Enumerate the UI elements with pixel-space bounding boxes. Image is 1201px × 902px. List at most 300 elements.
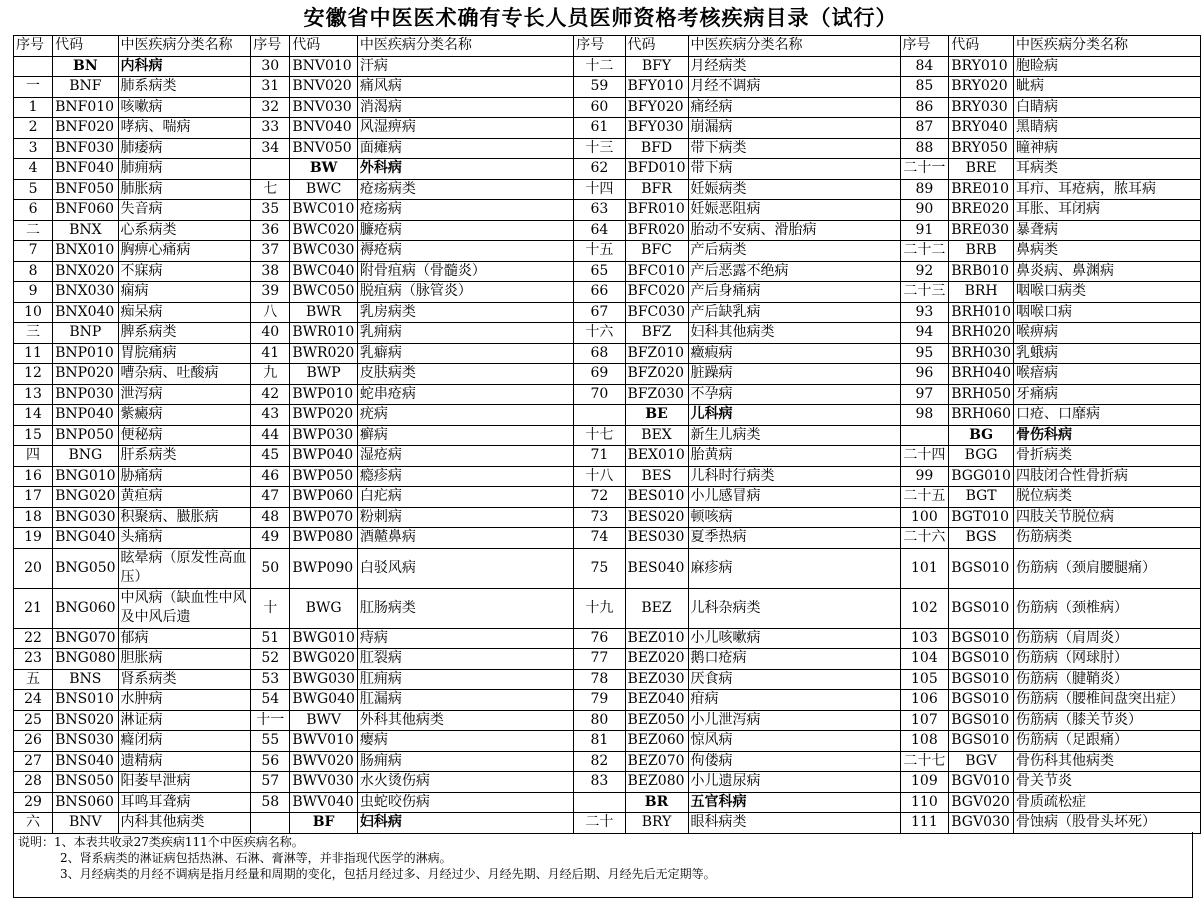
name-cell: 白疕病 xyxy=(357,487,573,508)
code-cell: BNG010 xyxy=(53,466,118,487)
name-cell: 肺痈病 xyxy=(118,159,251,180)
code-cell: BEX010 xyxy=(625,446,688,467)
header-seq: 序号 xyxy=(900,36,949,57)
seq-cell: 3 xyxy=(14,138,53,159)
name-cell: 儿科时行病类 xyxy=(688,466,900,487)
code-cell: BNG060 xyxy=(53,588,118,628)
seq-cell: 51 xyxy=(251,628,290,649)
code-cell: BRY xyxy=(625,813,688,834)
seq-cell: 61 xyxy=(574,118,625,139)
name-cell: 肛漏病 xyxy=(357,690,573,711)
name-cell: 内科病 xyxy=(118,56,251,77)
name-cell: 带下病 xyxy=(688,159,900,180)
seq-cell: 42 xyxy=(251,384,290,405)
seq-cell: 86 xyxy=(900,97,949,118)
name-cell: 伤筋病（腰椎间盘突出症） xyxy=(1014,690,1201,711)
seq-cell: 99 xyxy=(900,466,949,487)
name-cell: 眦病 xyxy=(1014,77,1201,98)
seq-cell: 47 xyxy=(251,487,290,508)
header-code: 代码 xyxy=(53,36,118,57)
seq-cell: 二十六 xyxy=(900,528,949,549)
seq-cell: 33 xyxy=(251,118,290,139)
code-cell: BNF060 xyxy=(53,200,118,221)
seq-cell: 46 xyxy=(251,466,290,487)
code-cell: BFC030 xyxy=(625,302,688,323)
seq-cell: 六 xyxy=(14,813,53,834)
code-cell: BEZ060 xyxy=(625,731,688,752)
code-cell: BFD010 xyxy=(625,159,688,180)
code-cell: BGV030 xyxy=(949,813,1014,834)
code-cell: BWG040 xyxy=(290,690,358,711)
name-cell: 五官科病 xyxy=(688,792,900,813)
code-cell: BNF030 xyxy=(53,138,118,159)
seq-cell: 74 xyxy=(574,528,625,549)
seq-cell: 九 xyxy=(251,364,290,385)
page-title: 安徽省中医医术确有专长人员医师资格考核疾病目录（试行） xyxy=(303,5,898,30)
name-cell: 四肢闭合性骨折病 xyxy=(1014,466,1201,487)
name-cell: 儿科杂病类 xyxy=(688,588,900,628)
code-cell: BFR xyxy=(625,179,688,200)
seq-cell: 80 xyxy=(574,710,625,731)
seq-cell: 64 xyxy=(574,220,625,241)
code-cell: BRE030 xyxy=(949,220,1014,241)
code-cell: BRY030 xyxy=(949,97,1014,118)
name-cell: 咽喉口病 xyxy=(1014,302,1201,323)
name-cell: 小儿遗尿病 xyxy=(688,772,900,793)
name-cell: 肾系病类 xyxy=(118,669,251,690)
code-cell: BNV050 xyxy=(290,138,358,159)
seq-cell: 111 xyxy=(900,813,949,834)
seq-cell: 22 xyxy=(14,628,53,649)
code-cell: BNP xyxy=(53,323,118,344)
name-cell: 外科其他病类 xyxy=(357,710,573,731)
seq-cell: 16 xyxy=(14,466,53,487)
name-cell: 遗精病 xyxy=(118,751,251,772)
seq-cell: 109 xyxy=(900,772,949,793)
seq-cell: 二十四 xyxy=(900,446,949,467)
code-cell: BGS010 xyxy=(949,669,1014,690)
seq-cell: 十九 xyxy=(574,588,625,628)
code-cell: BFD xyxy=(625,138,688,159)
seq-cell: 84 xyxy=(900,56,949,77)
seq-cell: 29 xyxy=(14,792,53,813)
seq-cell: 八 xyxy=(251,302,290,323)
name-cell: 惊风病 xyxy=(688,731,900,752)
seq-cell: 二十 xyxy=(574,813,625,834)
seq-cell: 四 xyxy=(14,446,53,467)
code-cell: BGG010 xyxy=(949,466,1014,487)
seq-cell: 28 xyxy=(14,772,53,793)
name-cell: 顿咳病 xyxy=(688,507,900,528)
name-cell: 中风病（缺血性中风及中风后遗 xyxy=(118,588,251,628)
name-cell: 肝系病类 xyxy=(118,446,251,467)
name-cell: 伤筋病（膝关节炎） xyxy=(1014,710,1201,731)
seq-cell: 76 xyxy=(574,628,625,649)
seq-cell: 102 xyxy=(900,588,949,628)
name-cell: 臁疮病 xyxy=(357,220,573,241)
name-cell: 癥瘕病 xyxy=(688,343,900,364)
table-row xyxy=(14,261,1201,282)
name-cell: 黑睛病 xyxy=(1014,118,1201,139)
name-cell: 产后缺乳病 xyxy=(688,302,900,323)
code-cell: BNP030 xyxy=(53,384,118,405)
code-cell: BES030 xyxy=(625,528,688,549)
code-cell: BWG010 xyxy=(290,628,358,649)
name-cell: 乳蛾病 xyxy=(1014,343,1201,364)
code-cell: BNP010 xyxy=(53,343,118,364)
seq-cell: 57 xyxy=(251,772,290,793)
code-cell: BWP020 xyxy=(290,405,358,426)
code-cell: BNP050 xyxy=(53,425,118,446)
table-row xyxy=(14,466,1201,487)
name-cell: 产后恶露不绝病 xyxy=(688,261,900,282)
seq-cell: 89 xyxy=(900,179,949,200)
seq-cell: 81 xyxy=(574,731,625,752)
name-cell: 耳疖、耳疮病，脓耳病 xyxy=(1014,179,1201,200)
seq-cell: 44 xyxy=(251,425,290,446)
code-cell: BW xyxy=(290,159,358,180)
code-cell: BNX xyxy=(53,220,118,241)
table-row xyxy=(14,118,1201,139)
seq-cell xyxy=(900,425,949,446)
name-cell: 风湿痹病 xyxy=(357,118,573,139)
seq-cell: 67 xyxy=(574,302,625,323)
seq-cell: 71 xyxy=(574,446,625,467)
seq-cell: 87 xyxy=(900,118,949,139)
seq-cell: 38 xyxy=(251,261,290,282)
name-cell: 乳房病类 xyxy=(357,302,573,323)
code-cell: BRY040 xyxy=(949,118,1014,139)
name-cell: 疳病 xyxy=(688,690,900,711)
code-cell: BNG020 xyxy=(53,487,118,508)
name-cell: 胁痛病 xyxy=(118,466,251,487)
name-cell: 肛肠病类 xyxy=(357,588,573,628)
table-row xyxy=(14,669,1201,690)
name-cell: 瘾疹病 xyxy=(357,466,573,487)
table-body xyxy=(14,56,1201,833)
name-cell: 胎动不安病、滑胎病 xyxy=(688,220,900,241)
code-cell: BWP040 xyxy=(290,446,358,467)
code-cell: BWC050 xyxy=(290,282,358,303)
name-cell: 妇科其他病类 xyxy=(688,323,900,344)
seq-cell: 十四 xyxy=(574,179,625,200)
name-cell: 夏季热病 xyxy=(688,528,900,549)
seq-cell: 52 xyxy=(251,649,290,670)
code-cell: BEZ010 xyxy=(625,628,688,649)
code-cell: BWP010 xyxy=(290,384,358,405)
seq-cell: 2 xyxy=(14,118,53,139)
seq-cell: 十 xyxy=(251,588,290,628)
code-cell: BWP030 xyxy=(290,425,358,446)
name-cell: 黄疸病 xyxy=(118,487,251,508)
seq-cell xyxy=(14,56,53,77)
notes-section xyxy=(13,832,1193,898)
seq-cell: 94 xyxy=(900,323,949,344)
seq-cell: 48 xyxy=(251,507,290,528)
name-cell: 失音病 xyxy=(118,200,251,221)
code-cell: BNV xyxy=(53,813,118,834)
seq-cell: 58 xyxy=(251,792,290,813)
code-cell: BGS010 xyxy=(949,548,1014,588)
name-cell: 痴呆病 xyxy=(118,302,251,323)
name-cell: 小儿咳嗽病 xyxy=(688,628,900,649)
name-cell: 月经病类 xyxy=(688,56,900,77)
name-cell: 肺胀病 xyxy=(118,179,251,200)
seq-cell: 50 xyxy=(251,548,290,588)
code-cell: BGT010 xyxy=(949,507,1014,528)
code-cell: BFC020 xyxy=(625,282,688,303)
code-cell: BNS020 xyxy=(53,710,118,731)
code-cell: BG xyxy=(949,425,1014,446)
code-cell: BFC010 xyxy=(625,261,688,282)
table-row xyxy=(14,343,1201,364)
table-row xyxy=(14,138,1201,159)
code-cell: BNF040 xyxy=(53,159,118,180)
name-cell: 肛痈病 xyxy=(357,669,573,690)
seq-cell: 11 xyxy=(14,343,53,364)
name-cell: 小儿泄泻病 xyxy=(688,710,900,731)
code-cell: BWC xyxy=(290,179,358,200)
code-cell: BNF020 xyxy=(53,118,118,139)
name-cell: 产后身痛病 xyxy=(688,282,900,303)
code-cell: BRE010 xyxy=(949,179,1014,200)
name-cell: 皮肤病类 xyxy=(357,364,573,385)
name-cell: 面瘫病 xyxy=(357,138,573,159)
header-seq: 序号 xyxy=(574,36,625,57)
name-cell: 郁病 xyxy=(118,628,251,649)
code-cell: BRB xyxy=(949,241,1014,262)
name-cell: 白睛病 xyxy=(1014,97,1201,118)
name-cell: 不寐病 xyxy=(118,261,251,282)
seq-cell: 83 xyxy=(574,772,625,793)
seq-cell: 49 xyxy=(251,528,290,549)
header-name: 中医疾病分类名称 xyxy=(357,36,573,57)
code-cell: BWV030 xyxy=(290,772,358,793)
seq-cell: 41 xyxy=(251,343,290,364)
name-cell: 暴聋病 xyxy=(1014,220,1201,241)
seq-cell: 三 xyxy=(14,323,53,344)
name-cell: 癃闭病 xyxy=(118,731,251,752)
code-cell: BGG xyxy=(949,446,1014,467)
name-cell: 眼科病类 xyxy=(688,813,900,834)
name-cell: 痫病 xyxy=(118,282,251,303)
seq-cell: 十七 xyxy=(574,425,625,446)
seq-cell: 14 xyxy=(14,405,53,426)
code-cell: BNS060 xyxy=(53,792,118,813)
code-cell: BRH xyxy=(949,282,1014,303)
name-cell: 月经不调病 xyxy=(688,77,900,98)
seq-cell: 12 xyxy=(14,364,53,385)
seq-cell: 108 xyxy=(900,731,949,752)
name-cell: 鹅口疮病 xyxy=(688,649,900,670)
name-cell: 产后病类 xyxy=(688,241,900,262)
name-cell: 痛经病 xyxy=(688,97,900,118)
code-cell: BFZ010 xyxy=(625,343,688,364)
code-cell: BRH050 xyxy=(949,384,1014,405)
name-cell: 汗病 xyxy=(357,56,573,77)
seq-cell: 1 xyxy=(14,97,53,118)
seq-cell: 七 xyxy=(251,179,290,200)
code-cell: BFZ xyxy=(625,323,688,344)
seq-cell: 69 xyxy=(574,364,625,385)
name-cell: 伤筋病类 xyxy=(1014,528,1201,549)
code-cell: BRE020 xyxy=(949,200,1014,221)
seq-cell: 10 xyxy=(14,302,53,323)
seq-cell: 104 xyxy=(900,649,949,670)
code-cell: BGS010 xyxy=(949,690,1014,711)
seq-cell: 105 xyxy=(900,669,949,690)
name-cell: 脾系病类 xyxy=(118,323,251,344)
name-cell: 乳癖病 xyxy=(357,343,573,364)
code-cell: BGT xyxy=(949,487,1014,508)
seq-cell: 88 xyxy=(900,138,949,159)
name-cell: 咳嗽病 xyxy=(118,97,251,118)
seq-cell: 70 xyxy=(574,384,625,405)
name-cell: 骨质疏松症 xyxy=(1014,792,1201,813)
seq-cell: 72 xyxy=(574,487,625,508)
name-cell: 白驳风病 xyxy=(357,548,573,588)
code-cell: BWP090 xyxy=(290,548,358,588)
table-row xyxy=(14,751,1201,772)
seq-cell: 75 xyxy=(574,548,625,588)
code-cell: BWP080 xyxy=(290,528,358,549)
seq-cell: 32 xyxy=(251,97,290,118)
seq-cell: 十八 xyxy=(574,466,625,487)
code-cell: BRH030 xyxy=(949,343,1014,364)
code-cell: BNG030 xyxy=(53,507,118,528)
seq-cell: 24 xyxy=(14,690,53,711)
code-cell: BNF010 xyxy=(53,97,118,118)
seq-cell: 一 xyxy=(14,77,53,98)
code-cell: BNG050 xyxy=(53,548,118,588)
seq-cell: 7 xyxy=(14,241,53,262)
table-row xyxy=(14,97,1201,118)
name-cell: 肺痿病 xyxy=(118,138,251,159)
code-cell: BFR010 xyxy=(625,200,688,221)
seq-cell: 45 xyxy=(251,446,290,467)
name-cell: 内科其他病类 xyxy=(118,813,251,834)
code-cell: BWV xyxy=(290,710,358,731)
name-cell: 紫癜病 xyxy=(118,405,251,426)
name-cell: 湿疮病 xyxy=(357,446,573,467)
name-cell: 哮病、喘病 xyxy=(118,118,251,139)
name-cell: 肠痈病 xyxy=(357,751,573,772)
table-row xyxy=(14,159,1201,180)
code-cell: BWV010 xyxy=(290,731,358,752)
name-cell: 妇科病 xyxy=(357,813,573,834)
seq-cell: 十一 xyxy=(251,710,290,731)
header-seq: 序号 xyxy=(14,36,53,57)
code-cell: BFY010 xyxy=(625,77,688,98)
code-cell: BWC020 xyxy=(290,220,358,241)
header-code: 代码 xyxy=(949,36,1014,57)
seq-cell: 二十五 xyxy=(900,487,949,508)
name-cell: 淋证病 xyxy=(118,710,251,731)
code-cell: BWG030 xyxy=(290,669,358,690)
code-cell: BFY020 xyxy=(625,97,688,118)
seq-cell: 65 xyxy=(574,261,625,282)
code-cell: BNF050 xyxy=(53,179,118,200)
name-cell: 疮疡病类 xyxy=(357,179,573,200)
seq-cell: 56 xyxy=(251,751,290,772)
code-cell: BEZ030 xyxy=(625,669,688,690)
code-cell: BGS xyxy=(949,528,1014,549)
name-cell: 骨伤科病 xyxy=(1014,425,1201,446)
seq-cell: 82 xyxy=(574,751,625,772)
header-name: 中医疾病分类名称 xyxy=(1014,36,1201,57)
code-cell: BFZ030 xyxy=(625,384,688,405)
code-cell: BNX040 xyxy=(53,302,118,323)
code-cell: BES040 xyxy=(625,548,688,588)
name-cell: 附骨疽病（骨髓炎） xyxy=(357,261,573,282)
name-cell: 耳胀、耳闭病 xyxy=(1014,200,1201,221)
seq-cell: 59 xyxy=(574,77,625,98)
name-cell: 泄泻病 xyxy=(118,384,251,405)
code-cell: BRB010 xyxy=(949,261,1014,282)
seq-cell: 107 xyxy=(900,710,949,731)
table-row xyxy=(14,710,1201,731)
seq-cell: 55 xyxy=(251,731,290,752)
code-cell: BNS010 xyxy=(53,690,118,711)
seq-cell xyxy=(251,159,290,180)
seq-cell: 27 xyxy=(14,751,53,772)
code-cell: BNF xyxy=(53,77,118,98)
code-cell: BNP040 xyxy=(53,405,118,426)
name-cell: 心系病类 xyxy=(118,220,251,241)
code-cell: BRH020 xyxy=(949,323,1014,344)
name-cell: 胸痹心痛病 xyxy=(118,241,251,262)
code-cell: BES020 xyxy=(625,507,688,528)
seq-cell: 4 xyxy=(14,159,53,180)
seq-cell: 92 xyxy=(900,261,949,282)
name-cell: 不孕病 xyxy=(688,384,900,405)
code-cell: BWP070 xyxy=(290,507,358,528)
name-cell: 肛裂病 xyxy=(357,649,573,670)
seq-cell: 63 xyxy=(574,200,625,221)
name-cell: 瞳神病 xyxy=(1014,138,1201,159)
table-row xyxy=(14,364,1201,385)
header-seq: 序号 xyxy=(251,36,290,57)
code-cell: BWR010 xyxy=(290,323,358,344)
code-cell: BRH010 xyxy=(949,302,1014,323)
seq-cell: 二 xyxy=(14,220,53,241)
seq-cell: 39 xyxy=(251,282,290,303)
code-cell: BNG070 xyxy=(53,628,118,649)
code-cell: BWG020 xyxy=(290,649,358,670)
seq-cell: 21 xyxy=(14,588,53,628)
seq-cell: 19 xyxy=(14,528,53,549)
name-cell: 骨蚀病（股骨头坏死） xyxy=(1014,813,1201,834)
code-cell: BRE xyxy=(949,159,1014,180)
name-cell: 骨折病类 xyxy=(1014,446,1201,467)
name-cell: 痔病 xyxy=(357,628,573,649)
name-cell: 伤筋病（颈椎病） xyxy=(1014,588,1201,628)
seq-cell: 18 xyxy=(14,507,53,528)
name-cell: 骨伤科其他病类 xyxy=(1014,751,1201,772)
disease-table xyxy=(13,35,1201,834)
code-cell: BNG xyxy=(53,446,118,467)
header-code: 代码 xyxy=(290,36,358,57)
code-cell: BNS040 xyxy=(53,751,118,772)
code-cell: BWR xyxy=(290,302,358,323)
name-cell: 痛风病 xyxy=(357,77,573,98)
note-line: 2、肾系病类的淋证病包括热淋、石淋、膏淋等，并非指现代医学的淋病。 xyxy=(60,851,452,865)
table-row xyxy=(14,241,1201,262)
code-cell: BGS010 xyxy=(949,649,1014,670)
code-cell: BEZ070 xyxy=(625,751,688,772)
seq-cell: 78 xyxy=(574,669,625,690)
name-cell: 脏躁病 xyxy=(688,364,900,385)
